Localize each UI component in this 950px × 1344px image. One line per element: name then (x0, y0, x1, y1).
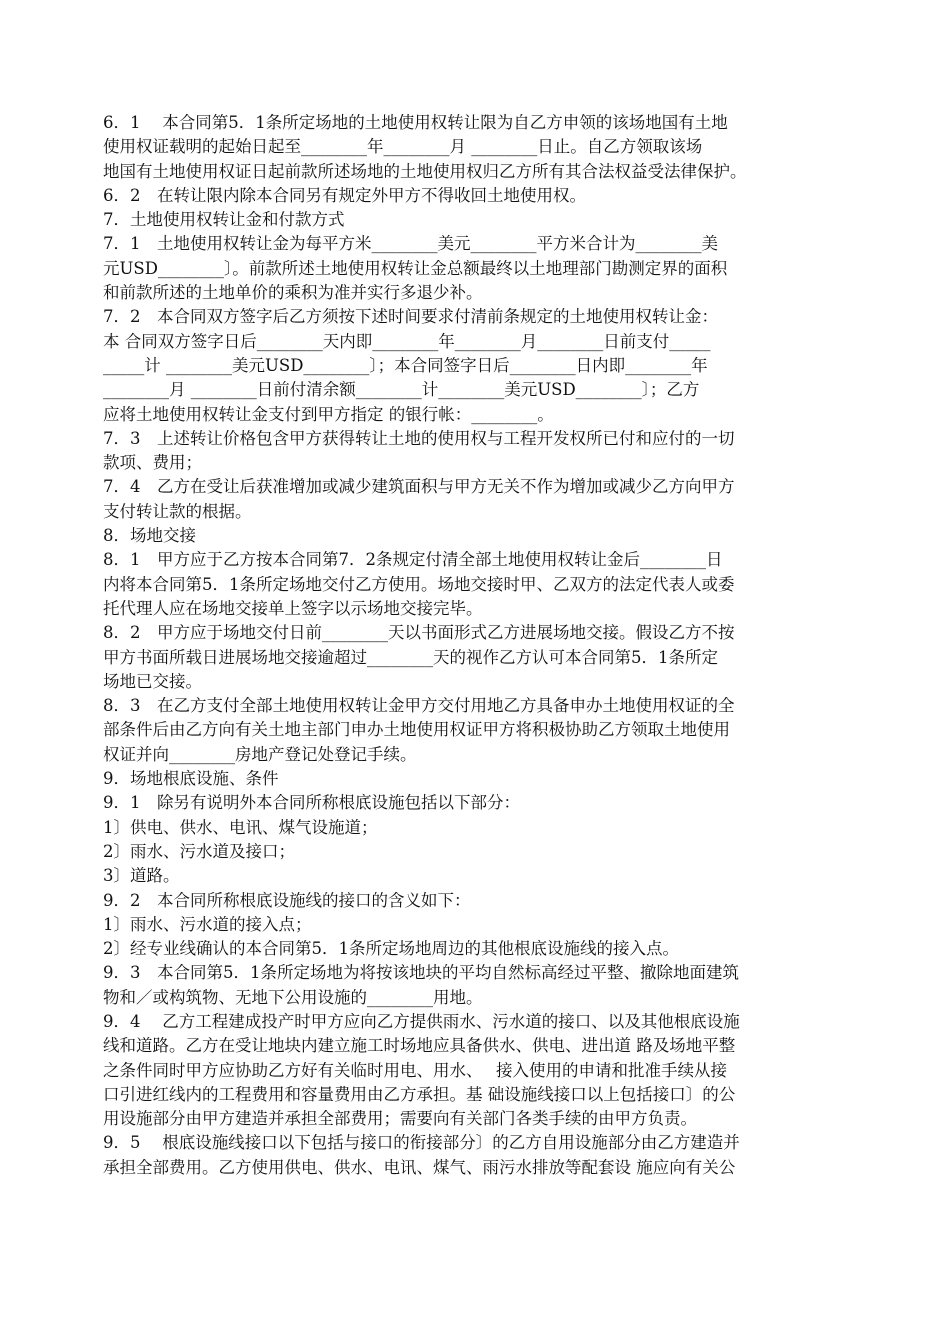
text-line: 场地已交接。 (103, 671, 202, 691)
text-line: 7．土地使用权转让金和付款方式 (103, 210, 345, 230)
text-line: _____计 ________美元USD________〕；本合同签字日后________日内即________年 (103, 355, 708, 375)
text-line: 和前款所述的土地单价的乘积为准并实行多退少补。 (103, 283, 483, 303)
text-line: 8．3 在乙方支付全部土地使用权转让金甲方交付用地乙方具备申办土地使用权证的全 (103, 696, 735, 716)
text-line: 线和道路。乙方在受让地块内建立施工时场地应具备供水、供电、进出道 路及场地平整 (103, 1036, 736, 1056)
text-line: 1〕供电、供水、电讯、煤气设施道； (103, 817, 378, 837)
text-line: 9．场地根底设施、条件 (103, 769, 279, 789)
text-line: 9．1 除另有说明外本合同所称根底设施包括以下部分： (103, 793, 520, 813)
text-line: 权证并向________房地产登记处登记手续。 (103, 744, 417, 764)
text-line: 用设施部分由甲方建造并承担全部费用；需要向有关部门各类手续的由甲方负责。 (103, 1109, 697, 1129)
text-line: 8．场地交接 (103, 526, 196, 546)
text-line: 8．1 甲方应于乙方按本合同第7．2条规定付清全部土地使用权转让金后________日 (103, 550, 723, 570)
text-line: 7．3 上述转让价格包含甲方获得转让土地的使用权与工程开发权所已付和应付的一切 (103, 428, 735, 448)
text-line: 支付转让款的根据。 (103, 501, 252, 521)
text-line: 口引进红线内的工程费用和容量费用由乙方承担。基 础设施线接口以上包括接口〕的公 (103, 1084, 736, 1104)
text-line: 部条件后由乙方向有关土地主部门申办土地使用权证甲方将积极协助乙方领取土地使用 (103, 720, 730, 740)
text-line: 款项、费用； (103, 453, 202, 473)
text-line: 甲方书面所载日进展场地交接逾超过________天的视作乙方认可本合同第5．1条所定 (103, 647, 718, 667)
text-line: 6．1 本合同第5．1条所定场地的土地使用权转让限为自乙方申领的该场地国有土地 (103, 113, 728, 132)
text-line: 之条件同时甲方应协助乙方好有关临时用电、用水、 接入使用的申请和批准手续从接 (103, 1060, 727, 1080)
text-line: 1〕雨水、污水道的接入点； (103, 914, 312, 934)
text-line: 承担全部费用。乙方使用供电、供水、电讯、煤气、雨污水排放等配套设 施应向有关公 (103, 1157, 736, 1177)
text-line: 8．2 甲方应于场地交付日前________天以书面形式乙方进展场地交接。假设乙方不按 (103, 623, 735, 643)
text-line: 物和／或构筑物、无地下公用设施的________用地。 (103, 987, 483, 1007)
text-line: 9．4 乙方工程建成投产时甲方应向乙方提供雨水、污水道的接口、以及其他根底设施 (103, 1011, 740, 1031)
text-line: 2〕雨水、污水道及接口； (103, 841, 295, 861)
text-line: 内将本合同第5．1条所定场地交付乙方使用。场地交接时甲、乙双方的法定代表人或委 (103, 574, 735, 594)
text-line: 7．4 乙方在受让后获准增加或减少建筑面积与甲方无关不作为增加或减少乙方向甲方 (103, 477, 735, 497)
document-body (103, 111, 847, 1180)
text-line: 7．2 本合同双方签字后乙方须按下述时间要求付清前条规定的土地使用权转让金： (103, 307, 718, 327)
text-line: 地国有土地使用权证日起前款所述场地的土地使用权归乙方所有其合法权益受法律保护。 (103, 161, 747, 181)
text-line: ________月 ________日前付清余额________计________美元USD________〕；乙方 (103, 380, 700, 400)
text-line: 3〕道路。 (103, 866, 180, 886)
text-line: 2〕经专业线确认的本合同第5．1条所定场地周边的其他根底设施线的接入点。 (103, 939, 679, 959)
text-line: 元USD________〕。前款所述土地使用权转让金总额最终以土地理部门勘测定界的面积 (103, 258, 728, 278)
text-line: 使用权证载明的起始日起至________年________月 ________日止。自乙方领取该场 (103, 137, 703, 157)
text-line: 应将土地使用权转让金支付到甲方指定 的银行帐：________。 (103, 404, 554, 424)
text-line: 托代理人应在场地交接单上签字以示场地交接完毕。 (103, 598, 483, 618)
text-line: 7．1 土地使用权转让金为每平方米________美元________平方米合计为________美 (103, 234, 718, 254)
text-line: 9．5 根底设施线接口以下包括与接口的衔接部分〕的乙方自用设施部分由乙方建造并 (103, 1133, 740, 1153)
text-line: 6．2 在转让限内除本合同另有规定外甲方不得收回土地使用权。 (103, 185, 586, 205)
text-line: 9．2 本合同所称根底设施线的接口的含义如下： (103, 890, 471, 910)
text-line: 本 合同双方签字日后________天内即________年________月________日前支付_____ (103, 331, 711, 351)
text-line: 9．3 本合同第5．1条所定场地为将按该地块的平均自然标高经过平整、撤除地面建筑 (103, 963, 739, 983)
